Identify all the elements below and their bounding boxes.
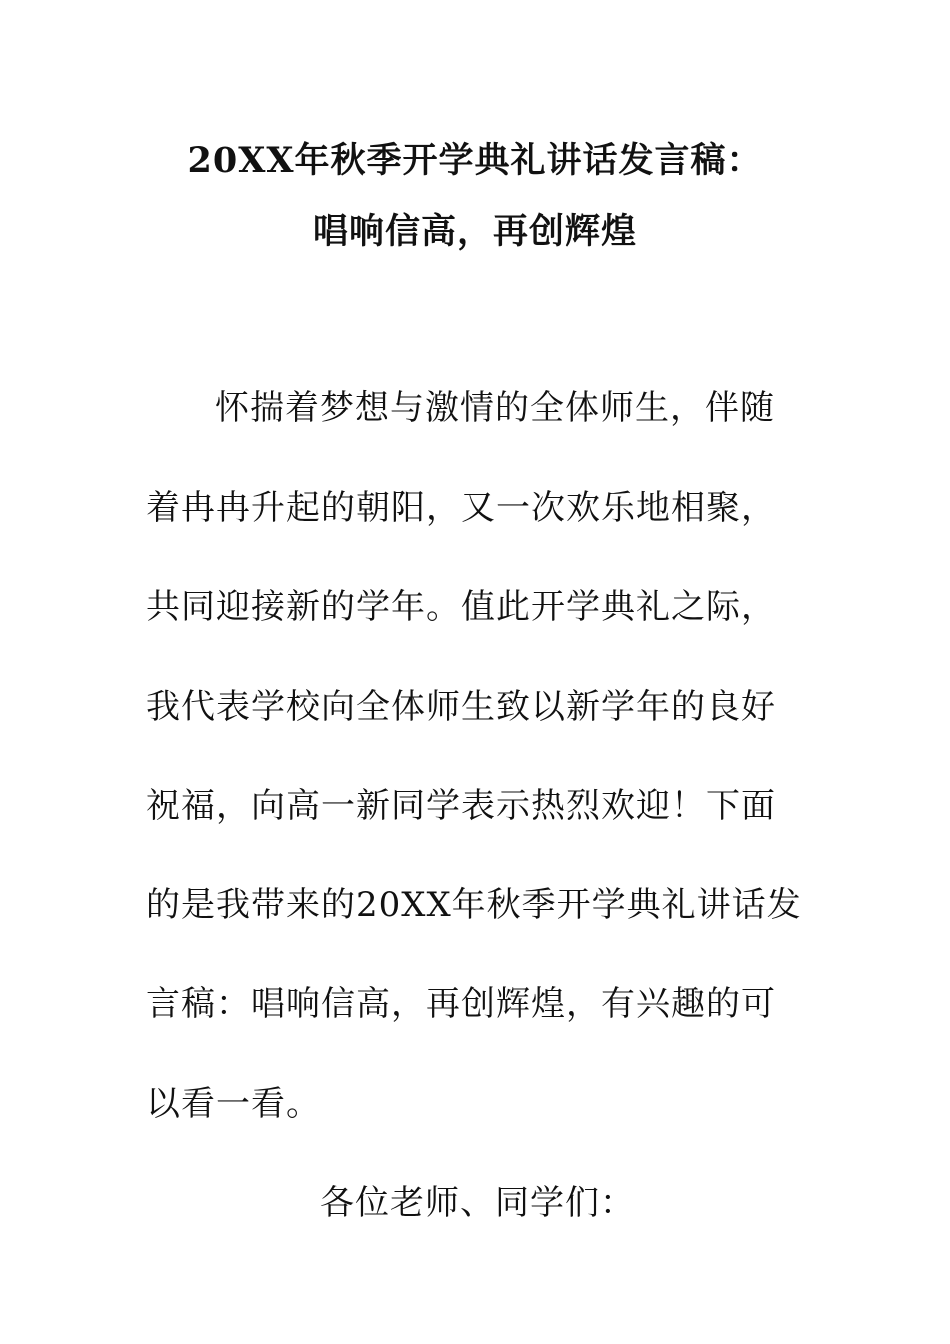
salutation: 各位老师、同学们：: [320, 1183, 635, 1223]
paragraph-line: 我代表学校向全体师生致以新学年的良好: [146, 687, 776, 727]
document-title-line-2: 唱响信高，再创辉煌: [312, 211, 637, 252]
paragraph-line: 着冉冉升起的朝阳，又一次欢乐地相聚，: [146, 488, 776, 528]
paragraph-line: 怀揣着梦想与激情的全体师生，伴随: [215, 388, 775, 428]
document-title-line-1: 20XX年秋季开学典礼讲话发言稿：: [187, 140, 763, 181]
paragraph-line: 共同迎接新的学年。值此开学典礼之际，: [146, 587, 776, 627]
paragraph-line: 祝福，向高一新同学表示热烈欢迎！下面: [146, 786, 776, 826]
paragraph-line: 言稿：唱响信高，再创辉煌，有兴趣的可: [146, 984, 776, 1024]
paragraph-line: 以看一看。: [146, 1084, 321, 1124]
paragraph-line: 的是我带来的20XX年秋季开学典礼讲话发: [146, 885, 802, 925]
